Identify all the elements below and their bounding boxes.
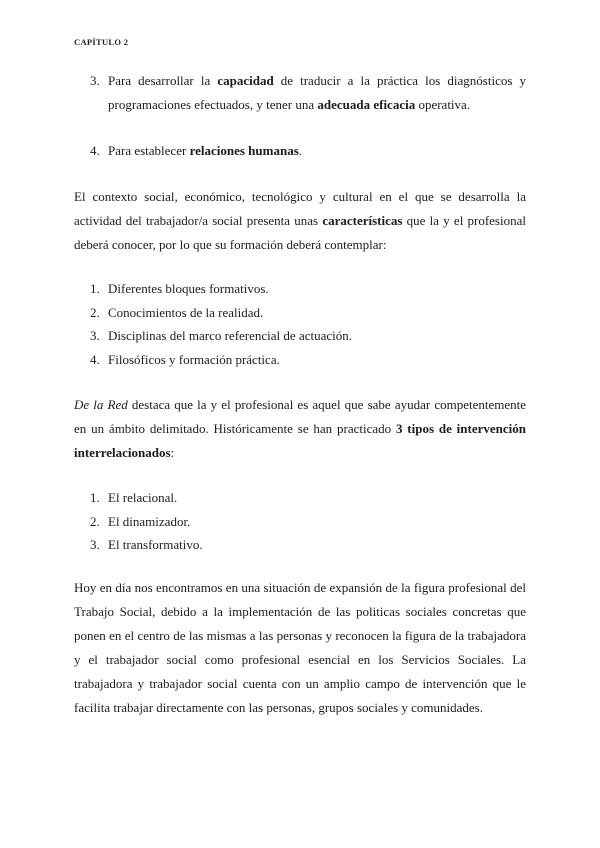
- paragraph-context: [74, 185, 526, 257]
- item-text: Conocimientos de la realidad.: [108, 304, 264, 320]
- item-text: de traducir a la práctica los diagnósticos y programaciones efectuados, y tener una: [108, 73, 526, 112]
- item-number: 3.: [90, 328, 100, 343]
- item-number: 1.: [90, 490, 100, 505]
- bold-term: capacidad: [217, 73, 274, 88]
- item-text: El dinamizador.: [108, 513, 191, 529]
- intervention-types-list: [90, 486, 526, 557]
- item-text: Para desarrollar la: [108, 73, 218, 88]
- item-number: 1.: [90, 281, 100, 296]
- list-item: [90, 139, 526, 163]
- bold-term: características: [322, 213, 403, 228]
- paragraph-text: :: [170, 445, 175, 460]
- list-item: [90, 348, 526, 372]
- paragraph-text: El contexto social, económico, tecnológico y cultural en el que se desarrolla la actividad del trabajador/a social presenta unas: [74, 189, 526, 228]
- item-number: 3.: [90, 73, 100, 88]
- item-text: Para establecer: [108, 143, 190, 158]
- formation-list: [90, 277, 526, 371]
- item-text: El relacional.: [108, 490, 178, 505]
- item-text: Diferentes bloques formativos.: [108, 281, 269, 296]
- item-text: Filosóficos y formación práctica.: [108, 351, 280, 367]
- item-number: 4.: [90, 143, 100, 158]
- list-item: [90, 69, 526, 117]
- list-item: [90, 277, 526, 301]
- list-item: [90, 301, 526, 325]
- top-numbered-list: [90, 69, 526, 117]
- item-number: 3.: [90, 537, 100, 552]
- chapter-header: CAPÍTULO 2: [74, 37, 129, 47]
- bold-term: relaciones humanas: [189, 143, 299, 158]
- paragraph-text: destaca que la y el profesional es aquel que sabe ayudar competentemente en un ámbito delimitado. Históricamente se han practicado: [74, 397, 526, 436]
- list-item: [90, 486, 526, 510]
- author-name: De la Red: [74, 397, 128, 412]
- list-item: [90, 510, 526, 534]
- bold-term: adecuada eficacia: [317, 97, 416, 112]
- paragraph-text: que la y el profesional deberá conocer, por lo que su formación deberá contemplar:: [74, 213, 526, 252]
- list-item: [90, 324, 526, 348]
- item-number: 2.: [90, 513, 100, 529]
- paragraph-de-la-red: [74, 393, 526, 465]
- item-text: El transformativo.: [108, 537, 203, 552]
- paragraph-expansion: Hoy en día nos encontramos en una situación de expansión de la figura profesional del Trabajo Social, debido a la implementación de las politicas sociales concretas que ponen en el centro de las mismas a las personas y reconocen la figura de la trabajadora y el trabajador social como profesional esencial en los Servicios Sociales. La trabajadora y trabajador social cuenta con un amplio campo de intervención que le facilita trabajar directamente con las personas, grupos sociales y comunidades.: [74, 580, 526, 715]
- list-item: [90, 533, 526, 557]
- bold-term: 3 tipos de intervención interrelacionados: [74, 421, 526, 460]
- item-text: Disciplinas del marco referencial de actuación.: [108, 328, 352, 343]
- item-text: .: [298, 143, 302, 158]
- item-number: 2.: [90, 304, 100, 320]
- item-number: 4.: [90, 351, 100, 367]
- top-numbered-list-2: [90, 139, 526, 163]
- item-text: operativa.: [415, 97, 471, 112]
